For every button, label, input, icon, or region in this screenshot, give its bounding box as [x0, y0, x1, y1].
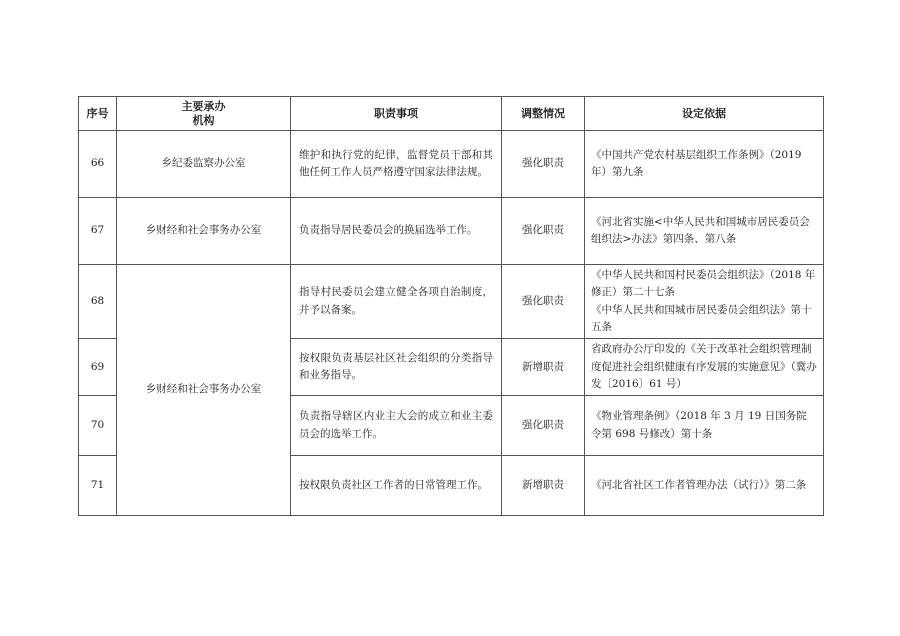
- row-status: 新增职责: [502, 456, 585, 516]
- table-row: [79, 265, 824, 339]
- header-org-line2: 机构: [192, 113, 215, 127]
- row-seq: 66: [79, 131, 117, 198]
- basis-line: 省政府办公厅印发的《关于改革社会组织管理制度促进社会组织健康有序发展的实施意见》（冀办发〔2016〕61 号）: [591, 343, 817, 390]
- row-status: 强化职责: [502, 131, 585, 198]
- row-basis: [585, 396, 824, 456]
- basis-line: 《中国共产党农村基层组织工作条例》（2019 年）第九条: [591, 148, 802, 178]
- row-status: 强化职责: [502, 265, 585, 339]
- row-basis: [585, 339, 824, 396]
- row-duty: 负责指导居民委员会的换届选举工作。: [291, 198, 502, 265]
- row-status: 强化职责: [502, 198, 585, 265]
- row-basis: [585, 265, 824, 339]
- basis-line: 《中华人民共和国村民委员会组织法》（2018 年修正）第二十七条: [591, 269, 816, 299]
- header-basis: 设定依据: [585, 97, 824, 131]
- row-org: 乡财经和社会事务办公室: [117, 198, 291, 265]
- row-duty: 按权限负责基层社区社会组织的分类指导和业务指导。: [291, 339, 502, 396]
- row-basis: [585, 198, 824, 265]
- row-duty: 按权限负责社区工作者的日常管理工作。: [291, 456, 502, 516]
- basis-line: 《河北省实施<中华人民共和国城市居民委员会组织法>办法》第四条、第八条: [591, 215, 810, 245]
- header-seq: 序号: [79, 97, 117, 131]
- basis-line: 《中华人民共和国城市居民委员会组织法》第十五条: [591, 303, 812, 333]
- basis-line: 《河北省社区工作者管理办法（试行）》第二条: [591, 479, 807, 492]
- row-seq: 67: [79, 198, 117, 265]
- table-row: [79, 198, 824, 265]
- duties-table: [78, 96, 824, 516]
- header-org: [117, 97, 291, 131]
- row-seq: 68: [79, 265, 117, 339]
- header-org-line1: 主要承办: [181, 99, 226, 113]
- row-seq: 70: [79, 396, 117, 456]
- row-org-merged: 乡财经和社会事务办公室: [117, 265, 291, 516]
- table-row: [79, 131, 824, 198]
- row-seq: 69: [79, 339, 117, 396]
- row-status: 强化职责: [502, 396, 585, 456]
- row-duty: 负责指导辖区内业主大会的成立和业主委员会的选举工作。: [291, 396, 502, 456]
- row-basis: [585, 131, 824, 198]
- row-status: 新增职责: [502, 339, 585, 396]
- row-org: 乡纪委监察办公室: [117, 131, 291, 198]
- basis-line: 《物业管理条例》（2018 年 3 月 19 日国务院令第 698 号修改）第十条: [591, 410, 807, 440]
- row-duty: 维护和执行党的纪律，监督党员干部和其他任何工作人员严格遵守国家法律法规。: [291, 131, 502, 198]
- table-header-row: [79, 97, 824, 131]
- header-status: 调整情况: [502, 97, 585, 131]
- row-duty: 指导村民委员会建立健全各项自治制度，并予以备案。: [291, 265, 502, 339]
- header-duty: 职责事项: [291, 97, 502, 131]
- row-seq: 71: [79, 456, 117, 516]
- row-basis: [585, 456, 824, 516]
